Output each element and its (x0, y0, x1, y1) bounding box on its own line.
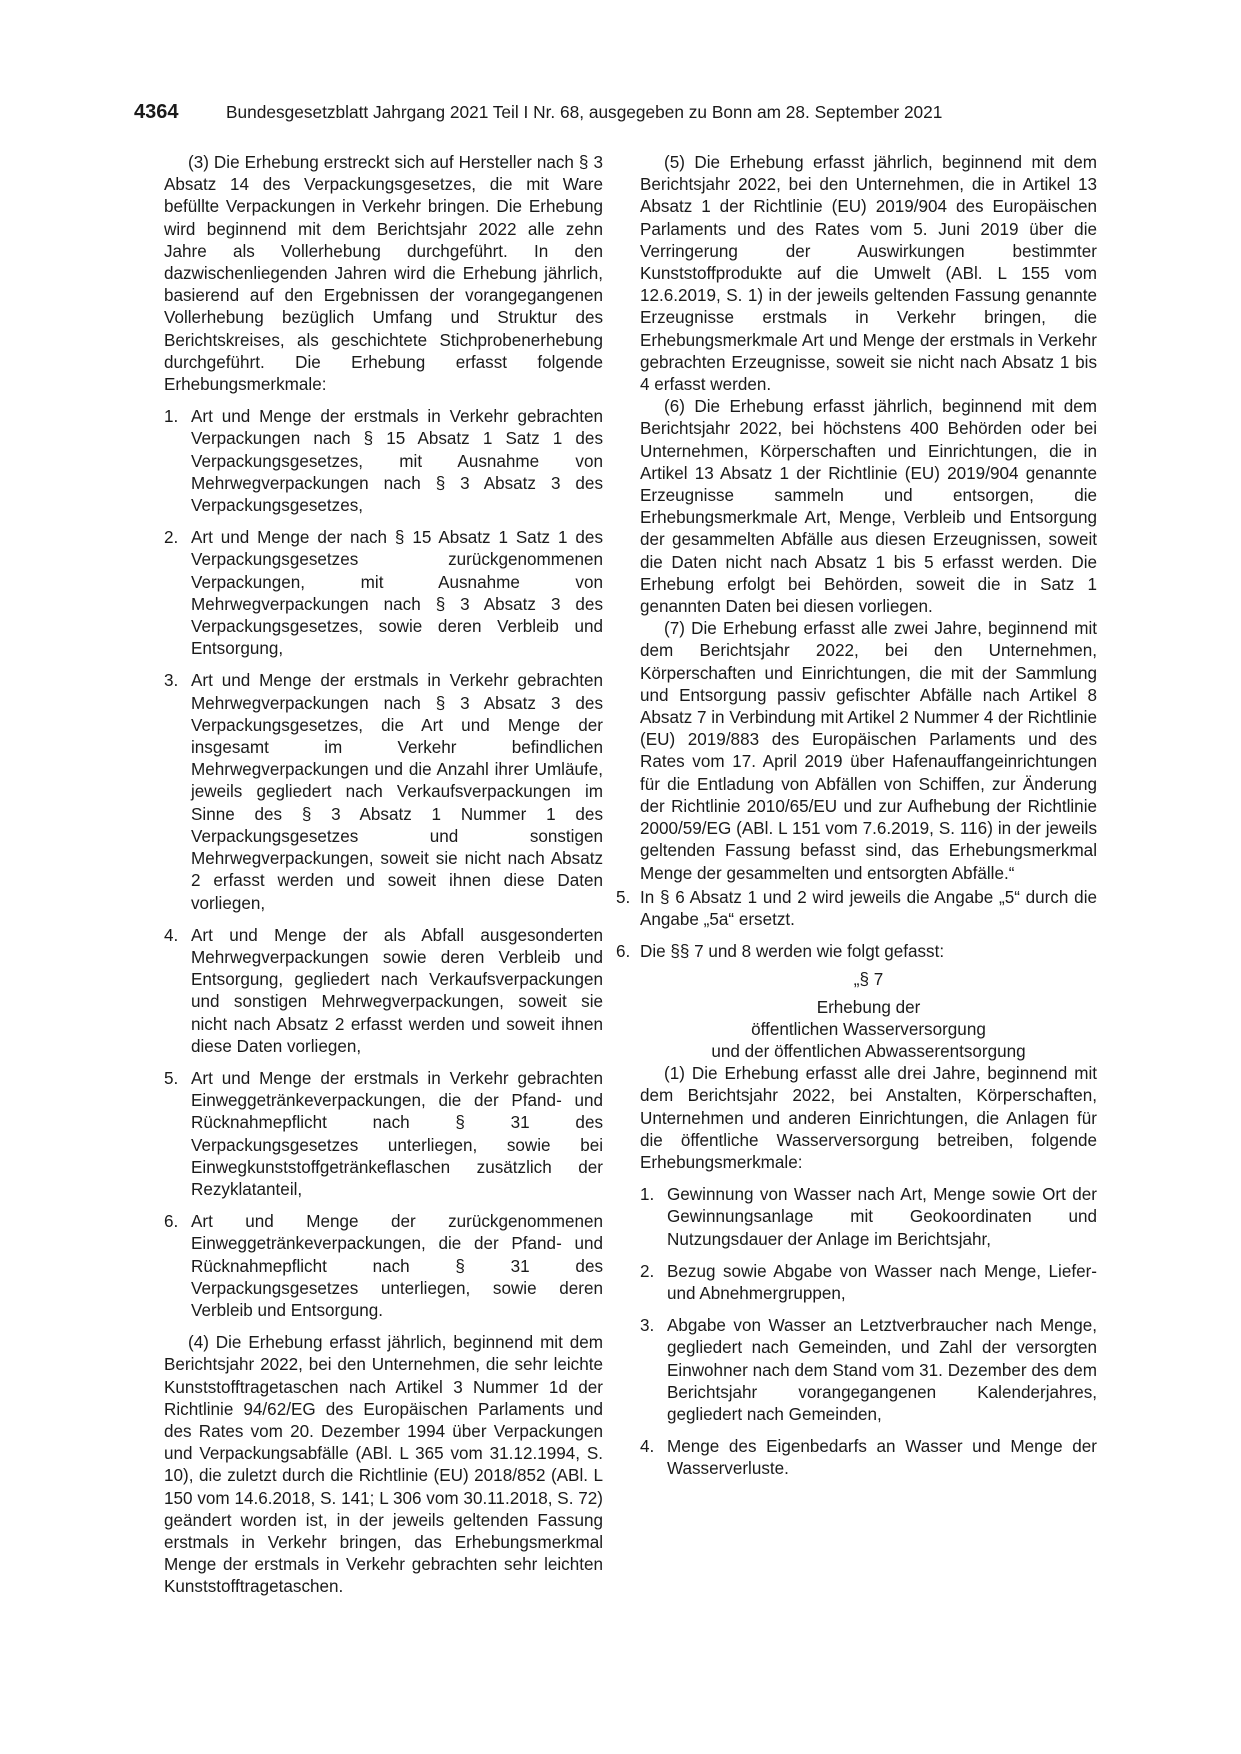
list-item-number: 5. (164, 1068, 179, 1088)
list-item-number: 2. (164, 528, 179, 548)
list-item (164, 925, 603, 1058)
list-item-number: 3. (640, 1316, 655, 1336)
section-number: „§ 7 (853, 970, 884, 990)
amendment-5 (616, 887, 1097, 931)
right-column (616, 152, 1097, 1491)
list-item-text: Art und Menge der nach § 15 Absatz 1 Satz 1 des Verpackungsgesetzes zurückgenommenen Verpackungen, mit Ausnahme von Mehrwegverpackungen nach § 3 Absatz 3 des Verpackungsgesetzes, sowie deren Verbleib und Entsorgung, (191, 528, 603, 659)
amendment-number: 5. (616, 887, 631, 907)
list-item (640, 1436, 1097, 1480)
list-item-text: Art und Menge der zurückgenommenen Einweggetränkeverpackungen, die der Pfand- und Rücknahmepflicht nach § 31 des Verpackungsgesetzes unterliegen, sowie deren Verbleib und Entsorgung. (191, 1212, 603, 1320)
list-item-number: 4. (640, 1437, 655, 1457)
list-item-text: Art und Menge der als Abfall ausgesonderten Mehrwegverpackungen sowie deren Verbleib und Entsorgung, gegliedert nach Verkaufsverpackungen und sonstigen Mehrwegverpackungen, soweit sie nicht nach Absatz 2 erfasst werden und soweit ihnen diese Daten vorliegen, (191, 925, 603, 1056)
paragraph-7: (7) Die Erhebung erfasst alle zwei Jahre, beginnend mit dem Berichtsjahr 2022, bei den Unternehmen, Körperschaften und Einrichtungen, die mit der Sammlung und Entsorgung passiv gefischter Abfälle nach Artikel 8 Absatz 7 in Verbindung mit Artikel 2 Nummer 4 der Richtlinie (EU) 2019/883 des Europäischen Parlaments und des Rates vom 17. April 2019 über Hafenauffangeinrichtungen für die Entladung von Abfällen von Schiffen, zur Änderung der Richtlinie 2010/65/EU und zur Aufhebung der Richtlinie 2000/59/EG (ABl. L 151 vom 7.6.2019, S. 116) in der jeweils geltenden Fassung befasst sind, das Erhebungsmerkmal Menge der gesammelten und entsorgten Abfälle.“ (640, 619, 1097, 883)
paragraph-1: (1) Die Erhebung erfasst alle drei Jahre, beginnend mit dem Berichtsjahr 2022, bei Anstalten, Körperschaften, Unternehmen und anderen Einrichtungen, die Anlagen für die öffentliche Wasserversorgung betreiben, folgende Erhebungsmerkmale: (640, 1064, 1097, 1172)
list-item (640, 1315, 1097, 1426)
list-item-number: 2. (640, 1261, 655, 1281)
page-header (134, 101, 1137, 127)
list-item-text: Menge des Eigenbedarfs an Wasser und Menge der Wasserverluste. (667, 1437, 1097, 1479)
list-item (164, 406, 603, 517)
list-item (164, 1068, 603, 1201)
section-heading (640, 969, 1097, 1063)
list-item-text: Gewinnung von Wasser nach Art, Menge sowie Ort der Gewinnungsanlage mit Geokoordinaten und Nutzungsdauer der Anlage im Berichtsjahr, (667, 1185, 1097, 1249)
paragraph-5: (5) Die Erhebung erfasst jährlich, beginnend mit dem Berichtsjahr 2022, bei den Unternehmen, die in Artikel 13 Absatz 1 der Richtlinie (EU) 2019/904 des Europäischen Parlaments und des Rates vom 5. Juni 2019 über die Verringerung der Auswirkungen bestimmter Kunststoffprodukte auf die Umwelt (ABl. L 155 vom 12.6.2019, S. 1) in der jeweils geltenden Fassung genannte Erzeugnisse erstmals in Verkehr bringen, die Erhebungsmerkmale Art und Menge der erstmals in Verkehr gebrachten Erzeugnisse, soweit sie nicht nach Absatz 1 bis 4 erfasst werden. (640, 153, 1097, 395)
amendment-6 (616, 941, 1097, 963)
amendment-text: In § 6 Absatz 1 und 2 wird jeweils die Angabe „5“ durch die Angabe „5a“ ersetzt. (640, 887, 1097, 929)
list-item-text: Abgabe von Wasser an Letztverbraucher nach Menge, gegliedert nach Gemeinden, und Zahl der versorgten Einwohner nach dem Stand vom 31. Dezember des dem Berichtsjahr vorangegangenen Kalenderjahres, gegliedert nach Gemeinden, (667, 1316, 1097, 1424)
section-title-line: öffentlichen Wasserversorgung (751, 1019, 986, 1039)
right-item-list (640, 1184, 1097, 1480)
left-item-list (164, 406, 603, 1322)
list-item-text: Bezug sowie Abgabe von Wasser nach Menge, Liefer- und Abnehmergruppen, (667, 1261, 1097, 1303)
list-item-number: 6. (164, 1212, 179, 1232)
list-item (164, 1211, 603, 1322)
list-item (164, 527, 603, 660)
page-number: 4364 (134, 101, 179, 123)
list-item (164, 670, 603, 914)
list-item (640, 1184, 1097, 1251)
paragraph-6: (6) Die Erhebung erfasst jährlich, beginnend mit dem Berichtsjahr 2022, bei höchstens 400 Behörden oder bei Unternehmen, Körperschaften und Einrichtungen, die in Artikel 13 Absatz 1 der Richtlinie (EU) 2019/904 genannte Erzeugnisse sammeln und entsorgen, die Erhebungsmerkmale Art, Menge, Verbleib und Entsorgung der gesammelten Abfälle aus diesen Erzeugnissen, soweit die Daten nicht nach Absatz 1 bis 5 erfasst werden. Die Erhebung erfolgt bei Behörden, soweit die in Satz 1 genannten Daten bei diesen vorliegen. (640, 397, 1097, 617)
list-item-number: 3. (164, 671, 179, 691)
list-item (640, 1261, 1097, 1305)
list-item-text: Art und Menge der erstmals in Verkehr gebrachten Verpackungen nach § 15 Absatz 1 Satz 1 des Verpackungsgesetzes, mit Ausnahme von Mehrwegverpackungen nach § 3 Absatz 3 des Verpackungsgesetzes, (191, 407, 603, 516)
paragraph-4: (4) Die Erhebung erfasst jährlich, beginnend mit dem Berichtsjahr 2022, bei den Unternehmen, die sehr leichte Kunststofftragetaschen nach Artikel 3 Nummer 1d der Richtlinie 94/62/EG des Europäischen Parlaments und des Rates vom 20. Dezember 1994 über Verpackungen und Verpackungsabfälle (ABl. L 365 vom 31.12.1994, S. 10), die zuletzt durch die Richtlinie (EU) 2018/852 (ABl. L 150 vom 14.6.2018, S. 141; L 306 vom 30.11.2018, S. 72) geändert worden ist, in der jeweils geltenden Fassung erstmals in Verkehr bringen, das Erhebungsmerkmal Menge der erstmals in Verkehr gebrachten sehr leichten Kunststofftragetaschen. (164, 1333, 603, 1597)
running-title: Bundesgesetzblatt Jahrgang 2021 Teil I Nr. 68, ausgegeben zu Bonn am 28. September 2021 (226, 102, 943, 122)
paragraph-3: (3) Die Erhebung erstreckt sich auf Hersteller nach § 3 Absatz 14 des Verpackungsgesetzes, die mit Ware befüllte Verpackungen in Verkehr bringen. Die Erhebung wird beginnend mit dem Berichtsjahr 2022 alle zehn Jahre als Vollerhebung durchgeführt. In den dazwischenliegenden Jahren wird die Erhebung jährlich, basierend auf den Ergebnissen der vorangegangenen Vollerhebung bezüglich Umfang und Struktur des Berichtskreises, als geschichtete Stichprobenerhebung durchgeführt. Die Erhebung erfasst folgende Erhebungsmerkmale: (164, 153, 603, 395)
section-title-line: und der öffentlichen Abwasserentsorgung (711, 1041, 1026, 1061)
list-item-text: Art und Menge der erstmals in Verkehr gebrachten Mehrwegverpackungen nach § 3 Absatz 3 des Verpackungsgesetzes, die Art und Menge der insgesamt im Verkehr befindlichen Mehrwegverpackungen und die Anzahl ihrer Umläufe, jeweils gegliedert nach Verkaufsverpackungen im Sinne des § 3 Absatz 1 Nummer 1 des Verpackungsgesetzes und sonstigen Mehrwegverpackungen, soweit sie nicht nach Absatz 2 erfasst werden und soweit ihnen diese Daten vorliegen, (191, 671, 603, 913)
amendment-number: 6. (616, 942, 631, 962)
list-item-number: 4. (164, 925, 179, 945)
list-item-number: 1. (640, 1185, 655, 1205)
list-item-text: Art und Menge der erstmals in Verkehr gebrachten Einweggetränkeverpackungen, die der Pfand- und Rücknahmepflicht nach § 31 des Verpackungsgesetzes unterliegen, sowie bei Einwegkunststoffgetränkeflaschen zusätzlich der Rezyklatanteil, (191, 1068, 603, 1199)
left-column (164, 152, 603, 1599)
section-title-line: Erhebung der (816, 997, 921, 1017)
amendment-text: Die §§ 7 und 8 werden wie folgt gefasst: (640, 942, 945, 962)
list-item-number: 1. (164, 407, 179, 427)
